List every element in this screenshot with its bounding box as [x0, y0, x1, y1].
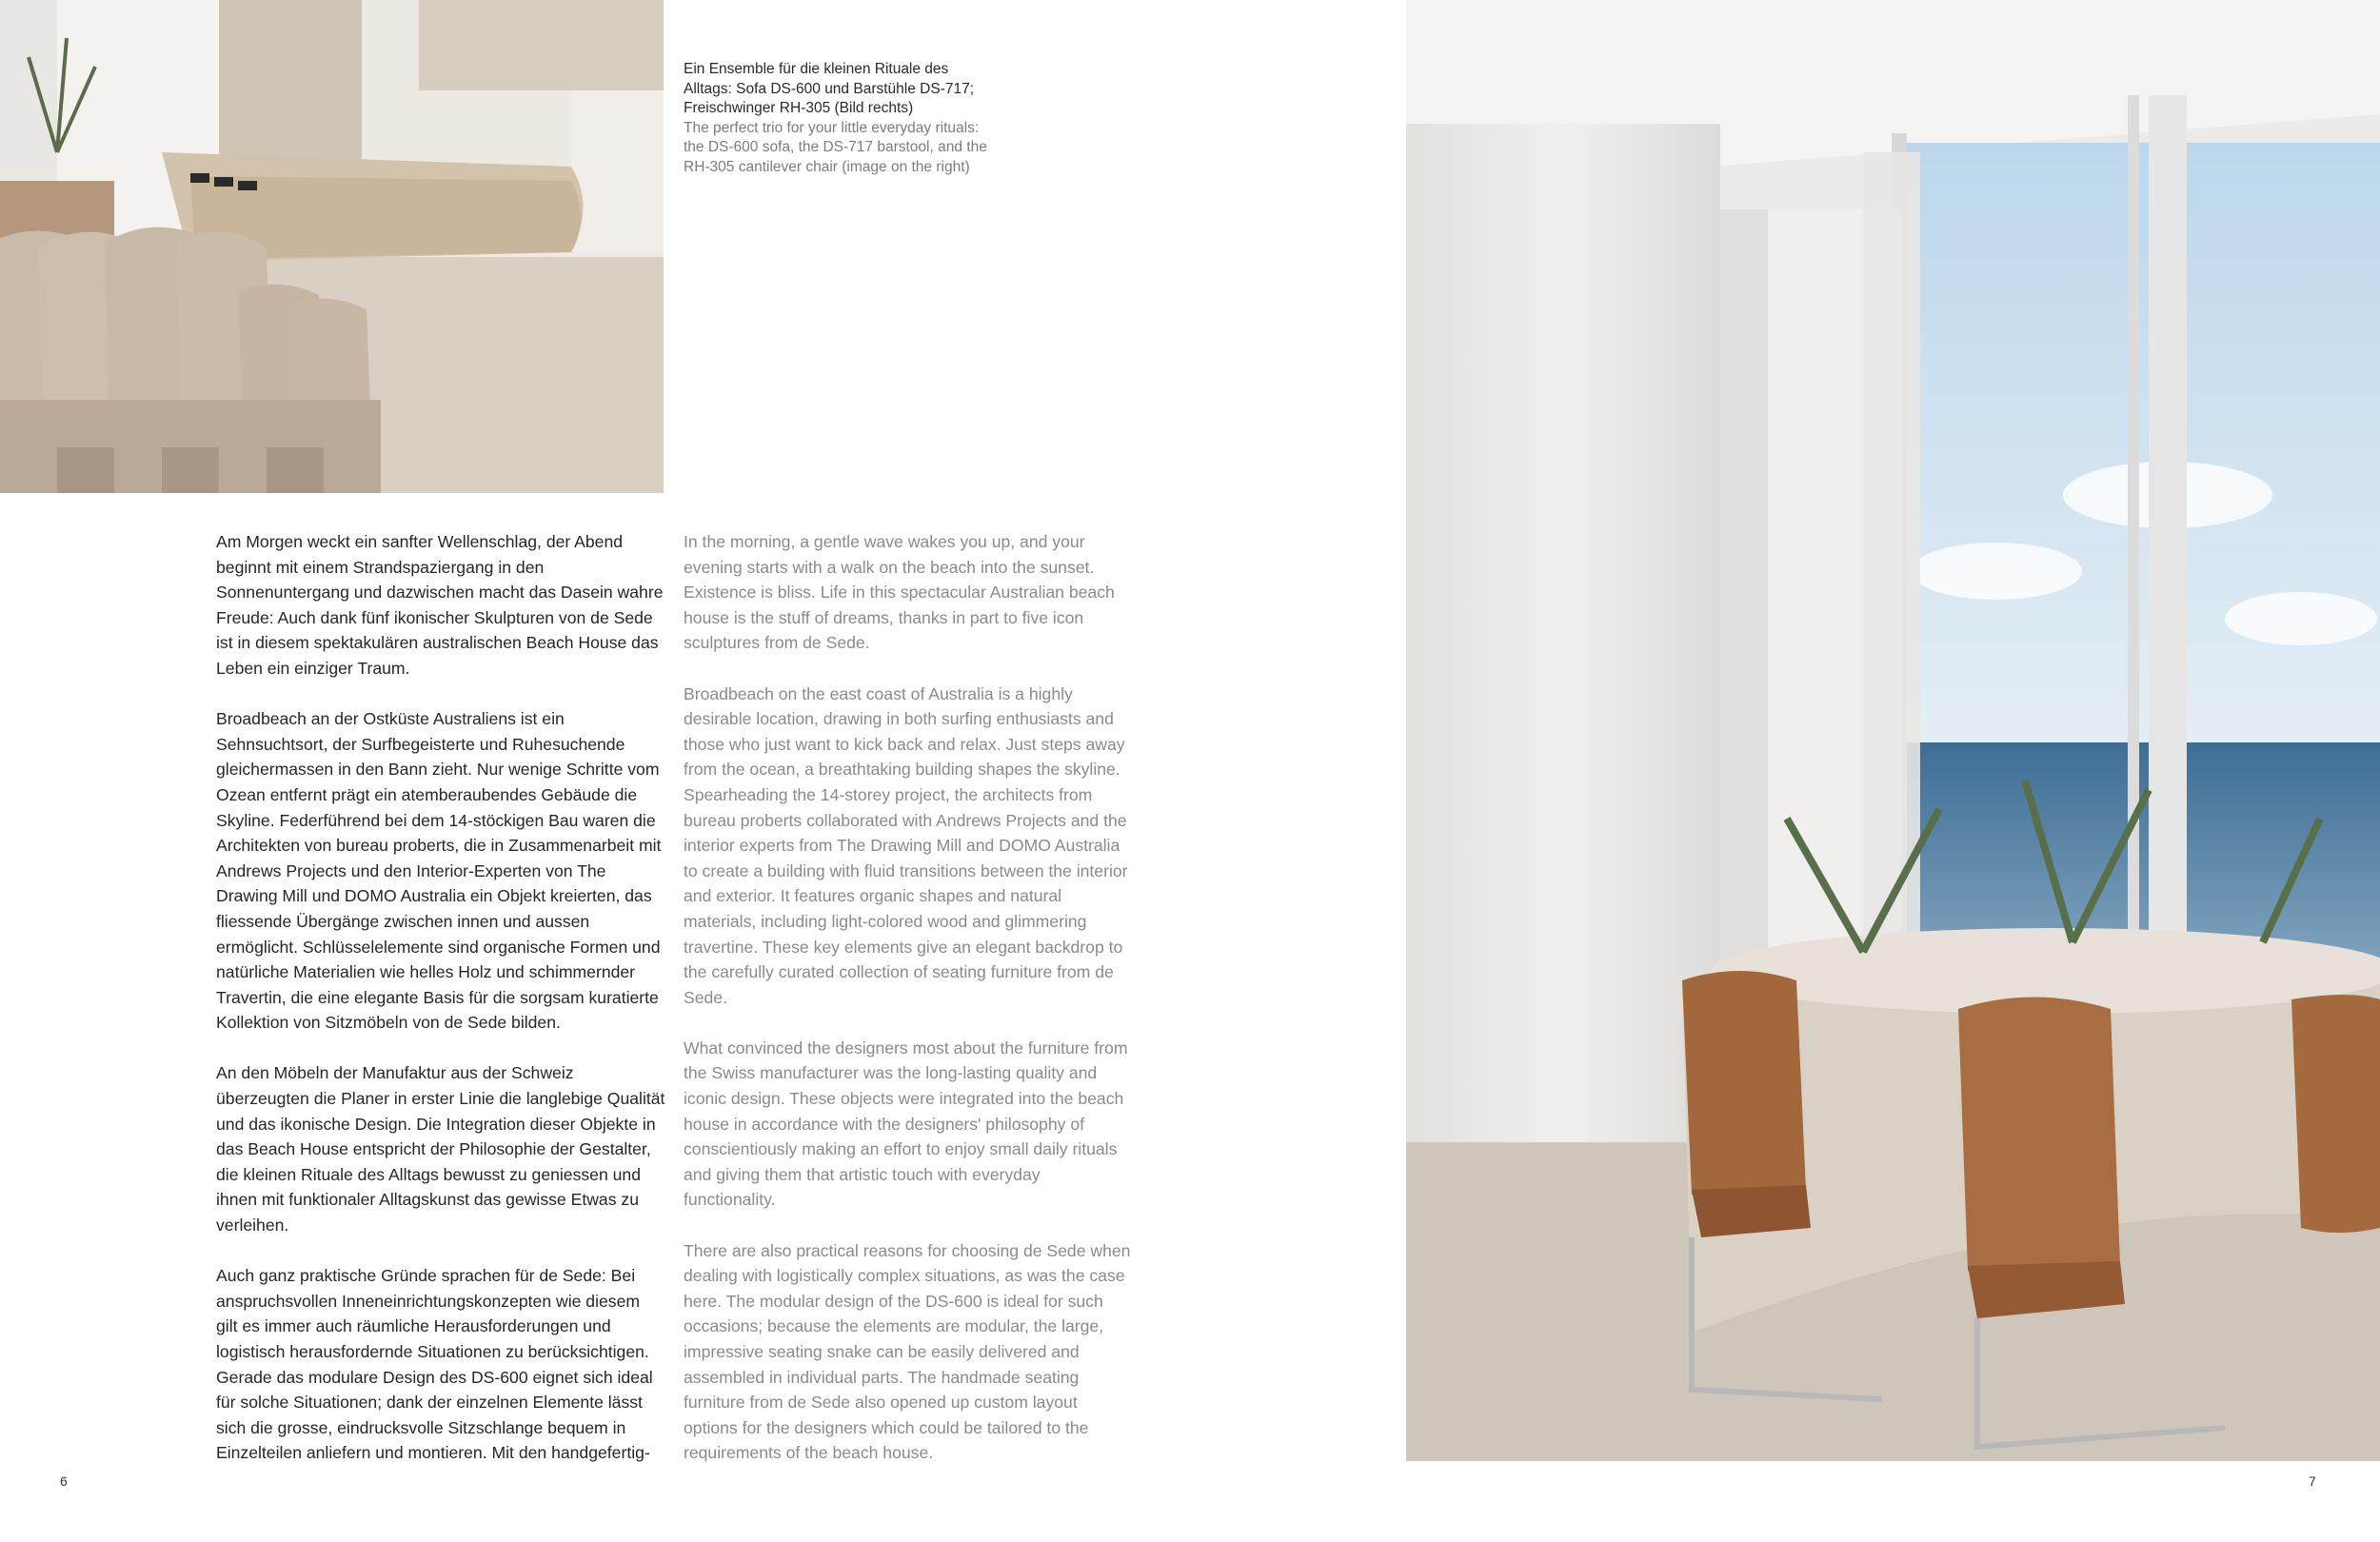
caption-german: Ein Ensemble für die kleinen Rituale des Alltags: Sofa DS-600 und Barstühle DS-717; Freischwinger RH-305 (Bild rechts)	[684, 61, 975, 116]
page-number-left: 6	[60, 1473, 68, 1489]
english-paragraph-2: Broadbeach on the east coast of Australia is a highly desirable location, drawing in both surfing enthusiasts and those who just want to kick back and relax. Just steps away from the ocean, a breathtaking building shapes the skyline. Spearheading the 14-storey project, the architects from bureau proberts collaborated with Andrews Projects and the interior experts from The Drawing Mill and DOMO Australia to create a building with fluid transitions between the interior and exterior. It features organic shapes and natural materials, including light-colored wood and glimmering travertine. These key elements give an elegant backdrop to the carefully curated collection of seating furniture from de Sede.	[684, 683, 1128, 1007]
english-paragraph-4: There are also practical reasons for choosing de Sede when dealing with logistically complex situations, as was the case here. The modular design of the DS-600 is ideal for such occasions; because the elements are modular, the large, impressive seating snake can be easily delivered and assembled in individual parts. The handmade seating furniture from de Sede also opened up custom layout options for the designers which could be tailored to the requirements of the beach house.	[684, 1240, 1131, 1463]
living-room-photo	[0, 0, 664, 493]
english-text-column	[684, 529, 1131, 1492]
german-paragraph-4: Auch ganz praktische Gründe sprachen für de Sede: Bei anspruchsvollen Inneneinrichtungskonzepten wie diesem gilt es immer auch räumliche Herausforderungen und logistisch herausfordernde Situationen zu berücksichtigen. Gerade das modulare Design des DS-600 eignet sich ideal für solche Situationen; dank der einzelnen Elemente lässt sich die grosse, eindrucksvolle Sitzschlange bequem in Einzelteilen anliefern und montieren. Mit den handgefertig-	[216, 1266, 653, 1463]
page-number-right: 7	[2309, 1473, 2316, 1489]
german-paragraph-3: An den Möbeln der Manufaktur aus der Schweiz überzeugten die Planer in erster Linie die langlebige Qualität und das ikonische Design. Die Integration dieser Objekte in das Beach House entspricht der Philosophie der Gestalter, die kleinen Rituale des Alltags bewusst zu geniessen und ihnen mit funktionaler Alltagskunst das gewisse Etwas zu verleihen.	[216, 1063, 665, 1236]
image-caption	[684, 60, 988, 177]
german-text-column	[216, 529, 665, 1492]
dining-room-photo	[1406, 0, 2380, 1461]
german-paragraph-1: Am Morgen weckt ein sanfter Wellenschlag, der Abend beginnt mit einem Strandspaziergang in den Sonnenuntergang und dazwischen macht das Dasein wahre Freude: Auch dank fünf ikonischer Skulpturen von de Sede ist in diesem spektakulären australischen Beach House das Leben ein einziger Traum.	[216, 532, 664, 678]
english-paragraph-3: What convinced the designers most about the furniture from the Swiss manufacturer was the long-lasting quality and iconic design. These objects were integrated into the beach house in accordance with the designers' philosophy of conscientiously making an effort to enjoy small daily rituals and giving them that artistic touch with everyday functionality.	[684, 1038, 1128, 1210]
caption-english: The perfect trio for your little everyday rituals: the DS-600 sofa, the DS-717 barstool, and the RH-305 cantilever chair (image on the right)	[684, 119, 987, 175]
english-paragraph-1: In the morning, a gentle wave wakes you up, and your evening starts with a walk on the beach into the sunset. Existence is bliss. Life in this spectacular Australian beach house is the stuff of dreams, thanks in part to five icon sculptures from de Sede.	[684, 532, 1115, 653]
german-paragraph-2: Broadbeach an der Ostküste Australiens ist ein Sehnsuchtsort, der Surfbegeisterte und Ruhesuchende gleichermassen in den Bann zieht. Nur wenige Schritte vom Ozean entfernt prägt ein atemberaubendes Gebäude die Skyline. Federführend bei dem 14-stöckigen Bau waren die Architekten von bureau proberts, die in Zusammenarbeit mit Andrews Projects und den Interior-Experten von The Drawing Mill und DOMO Australia ein Objekt kreierten, das fliessende Übergänge zwischen innen und aussen ermöglicht. Schlüsselelemente sind organische Formen und natürliche Materialien wie helles Holz und schimmernder Travertin, die eine elegante Basis für die sorgsam kuratierte Kollektion von Sitzmöbeln von de Sede bilden.	[216, 709, 662, 1033]
